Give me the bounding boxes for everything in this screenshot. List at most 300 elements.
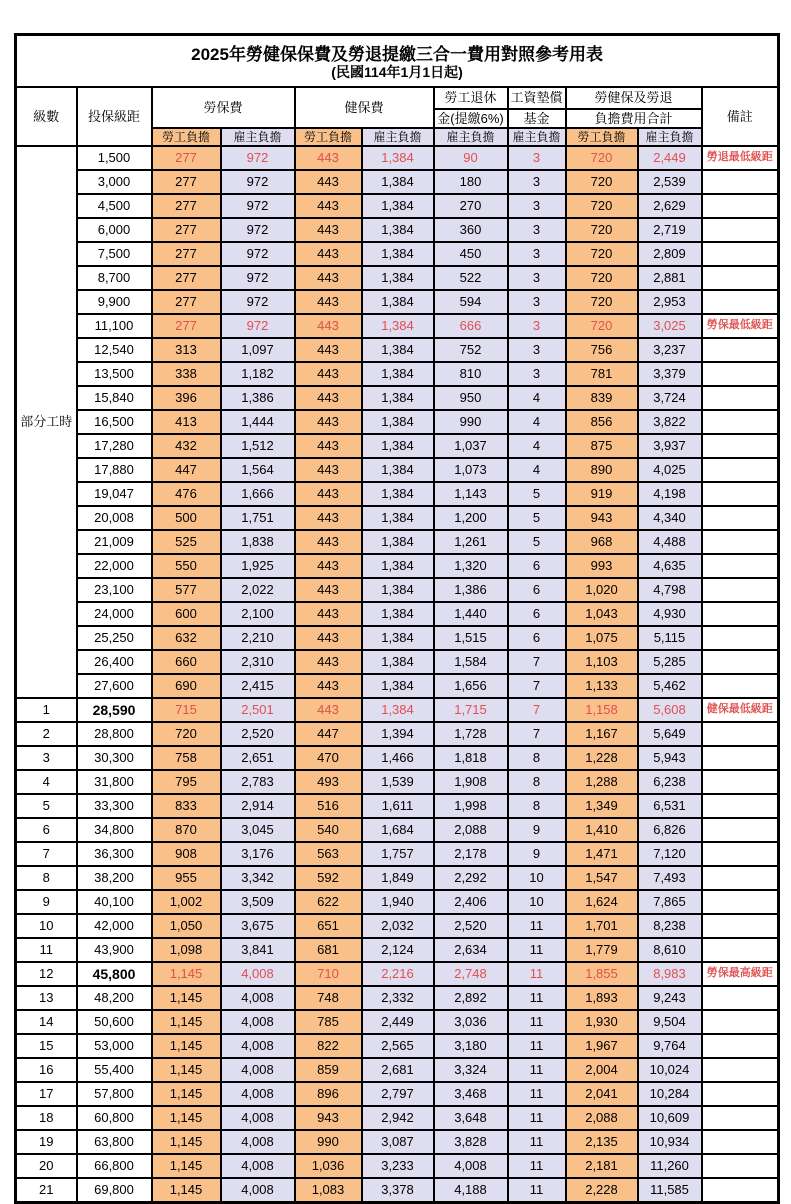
cell-labor-employer: 1,925 <box>221 554 295 578</box>
cell-remark <box>702 338 779 362</box>
cell-total-employer: 5,649 <box>638 722 702 746</box>
cell-bracket: 28,800 <box>77 722 152 746</box>
cell-total-employer: 2,449 <box>638 146 702 170</box>
table-body <box>16 146 779 1203</box>
cell-health-employer: 1,757 <box>362 842 434 866</box>
cell-pension-employer: 1,715 <box>434 698 508 722</box>
cell-remark <box>702 554 779 578</box>
cell-bracket: 19,047 <box>77 482 152 506</box>
cell-health-employee: 681 <box>295 938 362 962</box>
cell-fund-employer: 10 <box>508 866 566 890</box>
cell-total-employee: 993 <box>566 554 638 578</box>
cell-health-employer: 1,384 <box>362 578 434 602</box>
cell-fund-employer: 11 <box>508 962 566 986</box>
cell-health-employer: 1,384 <box>362 146 434 170</box>
cell-pension-employer: 4,188 <box>434 1178 508 1203</box>
cell-health-employer: 2,216 <box>362 962 434 986</box>
cell-labor-employee: 338 <box>152 362 221 386</box>
cell-remark <box>702 290 779 314</box>
table-row <box>16 962 779 986</box>
cell-total-employee: 1,103 <box>566 650 638 674</box>
cell-labor-employee: 1,145 <box>152 1082 221 1106</box>
cell-health-employee: 622 <box>295 890 362 914</box>
cell-bracket: 3,000 <box>77 170 152 194</box>
cell-health-employer: 2,332 <box>362 986 434 1010</box>
cell-bracket: 31,800 <box>77 770 152 794</box>
cell-total-employee: 756 <box>566 338 638 362</box>
cell-labor-employee: 432 <box>152 434 221 458</box>
cell-health-employee: 540 <box>295 818 362 842</box>
cell-health-employee: 443 <box>295 410 362 434</box>
cell-bracket: 17,280 <box>77 434 152 458</box>
cell-total-employer: 5,115 <box>638 626 702 650</box>
cell-total-employee: 2,041 <box>566 1082 638 1106</box>
cell-remark <box>702 1154 779 1178</box>
cell-health-employer: 3,087 <box>362 1130 434 1154</box>
cell-labor-employer: 4,008 <box>221 1010 295 1034</box>
cell-labor-employee: 1,145 <box>152 1034 221 1058</box>
cell-total-employer: 2,953 <box>638 290 702 314</box>
subheader-total-employer: 雇主負擔 <box>638 128 702 146</box>
cell-bracket: 57,800 <box>77 1082 152 1106</box>
cell-bracket: 4,500 <box>77 194 152 218</box>
cell-pension-employer: 3,468 <box>434 1082 508 1106</box>
cell-level: 19 <box>16 1130 77 1154</box>
cell-health-employee: 1,083 <box>295 1178 362 1203</box>
cell-total-employer: 10,934 <box>638 1130 702 1154</box>
cell-pension-employer: 3,180 <box>434 1034 508 1058</box>
cell-labor-employee: 500 <box>152 506 221 530</box>
cell-labor-employer: 2,022 <box>221 578 295 602</box>
cell-labor-employer: 972 <box>221 194 295 218</box>
cell-total-employer: 10,284 <box>638 1082 702 1106</box>
cell-pension-employer: 2,748 <box>434 962 508 986</box>
header-pension-line1: 勞工退休 <box>434 87 508 109</box>
cell-health-employee: 443 <box>295 482 362 506</box>
cell-labor-employer: 972 <box>221 146 295 170</box>
cell-level: 10 <box>16 914 77 938</box>
cell-pension-employer: 2,088 <box>434 818 508 842</box>
cell-total-employee: 1,624 <box>566 890 638 914</box>
cell-level: 20 <box>16 1154 77 1178</box>
table-row <box>16 578 779 602</box>
cell-fund-employer: 8 <box>508 794 566 818</box>
cell-labor-employer: 2,100 <box>221 602 295 626</box>
table-row <box>16 746 779 770</box>
cell-remark <box>702 1106 779 1130</box>
cell-pension-employer: 1,440 <box>434 602 508 626</box>
cell-labor-employer: 4,008 <box>221 986 295 1010</box>
cell-total-employee: 781 <box>566 362 638 386</box>
cell-health-employer: 1,539 <box>362 770 434 794</box>
cell-bracket: 24,000 <box>77 602 152 626</box>
cell-pension-employer: 950 <box>434 386 508 410</box>
cell-fund-employer: 5 <box>508 530 566 554</box>
cell-bracket: 38,200 <box>77 866 152 890</box>
cell-bracket: 21,009 <box>77 530 152 554</box>
cell-labor-employee: 833 <box>152 794 221 818</box>
table-row <box>16 866 779 890</box>
cell-total-employee: 1,349 <box>566 794 638 818</box>
subheader-labor-employee: 勞工負擔 <box>152 128 221 146</box>
cell-total-employer: 4,930 <box>638 602 702 626</box>
cell-total-employer: 3,379 <box>638 362 702 386</box>
cell-total-employer: 4,340 <box>638 506 702 530</box>
cell-health-employee: 748 <box>295 986 362 1010</box>
cell-pension-employer: 1,908 <box>434 770 508 794</box>
cell-fund-employer: 4 <box>508 386 566 410</box>
cell-health-employer: 1,384 <box>362 554 434 578</box>
header-wage-fund-line2: 基金 <box>508 109 566 128</box>
cell-total-employee: 720 <box>566 314 638 338</box>
cell-total-employer: 4,635 <box>638 554 702 578</box>
cell-health-employee: 822 <box>295 1034 362 1058</box>
table-row <box>16 554 779 578</box>
cell-remark <box>702 818 779 842</box>
page-subtitle: (民國114年1月1日起) <box>331 63 463 80</box>
cell-fund-employer: 11 <box>508 1034 566 1058</box>
table-row <box>16 338 779 362</box>
cell-level: 9 <box>16 890 77 914</box>
cell-fund-employer: 11 <box>508 1154 566 1178</box>
cell-health-employer: 1,384 <box>362 242 434 266</box>
cell-labor-employee: 277 <box>152 194 221 218</box>
cell-fund-employer: 6 <box>508 554 566 578</box>
cell-total-employer: 8,610 <box>638 938 702 962</box>
cell-fund-employer: 11 <box>508 1130 566 1154</box>
cell-remark <box>702 650 779 674</box>
cell-bracket: 40,100 <box>77 890 152 914</box>
cell-health-employer: 2,032 <box>362 914 434 938</box>
reference-table-sheet <box>14 33 780 1204</box>
cell-labor-employer: 972 <box>221 242 295 266</box>
cell-level: 14 <box>16 1010 77 1034</box>
cell-total-employee: 1,547 <box>566 866 638 890</box>
cell-bracket: 8,700 <box>77 266 152 290</box>
cell-labor-employee: 1,098 <box>152 938 221 962</box>
cell-total-employee: 890 <box>566 458 638 482</box>
cell-remark <box>702 914 779 938</box>
cell-health-employee: 443 <box>295 554 362 578</box>
cell-pension-employer: 4,008 <box>434 1154 508 1178</box>
cell-total-employer: 2,539 <box>638 170 702 194</box>
cell-remark <box>702 506 779 530</box>
cell-total-employee: 1,158 <box>566 698 638 722</box>
cell-health-employee: 443 <box>295 146 362 170</box>
cell-labor-employee: 550 <box>152 554 221 578</box>
cell-labor-employer: 4,008 <box>221 1178 295 1203</box>
cell-total-employee: 1,779 <box>566 938 638 962</box>
cell-labor-employer: 3,342 <box>221 866 295 890</box>
cell-pension-employer: 360 <box>434 218 508 242</box>
cell-labor-employer: 1,182 <box>221 362 295 386</box>
cell-labor-employee: 795 <box>152 770 221 794</box>
cell-health-employee: 516 <box>295 794 362 818</box>
cell-total-employer: 3,237 <box>638 338 702 362</box>
cell-total-employer: 10,024 <box>638 1058 702 1082</box>
table-row <box>16 314 779 338</box>
cell-bracket: 28,590 <box>77 698 152 722</box>
subheader-health-employer: 雇主負擔 <box>362 128 434 146</box>
table-row <box>16 698 779 722</box>
cell-remark <box>702 890 779 914</box>
cell-health-employer: 1,611 <box>362 794 434 818</box>
header-total-line1: 勞健保及勞退 <box>566 87 702 109</box>
cell-bracket: 48,200 <box>77 986 152 1010</box>
cell-bracket: 43,900 <box>77 938 152 962</box>
cell-level: 15 <box>16 1034 77 1058</box>
part-time-group-cell: 部分工時 <box>16 146 77 698</box>
cell-pension-employer: 1,515 <box>434 626 508 650</box>
cell-pension-employer: 1,261 <box>434 530 508 554</box>
cell-pension-employer: 1,143 <box>434 482 508 506</box>
cell-bracket: 63,800 <box>77 1130 152 1154</box>
cell-total-employee: 1,075 <box>566 626 638 650</box>
table-row <box>16 218 779 242</box>
cell-fund-employer: 7 <box>508 650 566 674</box>
cell-total-employer: 8,238 <box>638 914 702 938</box>
cell-labor-employee: 277 <box>152 314 221 338</box>
cell-total-employee: 1,133 <box>566 674 638 698</box>
cell-pension-employer: 450 <box>434 242 508 266</box>
cell-health-employer: 1,384 <box>362 218 434 242</box>
cell-health-employer: 1,684 <box>362 818 434 842</box>
cell-health-employer: 1,384 <box>362 650 434 674</box>
cell-bracket: 42,000 <box>77 914 152 938</box>
cell-labor-employee: 1,145 <box>152 1130 221 1154</box>
cell-health-employer: 2,124 <box>362 938 434 962</box>
cell-fund-employer: 11 <box>508 1082 566 1106</box>
cell-health-employer: 1,384 <box>362 674 434 698</box>
cell-bracket: 53,000 <box>77 1034 152 1058</box>
cell-pension-employer: 270 <box>434 194 508 218</box>
cell-health-employee: 785 <box>295 1010 362 1034</box>
cell-level: 21 <box>16 1178 77 1203</box>
cell-labor-employer: 1,097 <box>221 338 295 362</box>
cell-labor-employee: 690 <box>152 674 221 698</box>
table-row <box>16 770 779 794</box>
cell-remark <box>702 986 779 1010</box>
cell-total-employee: 1,020 <box>566 578 638 602</box>
cell-labor-employee: 908 <box>152 842 221 866</box>
cell-bracket: 16,500 <box>77 410 152 434</box>
cell-remark <box>702 674 779 698</box>
cell-labor-employee: 1,145 <box>152 1154 221 1178</box>
cell-labor-employee: 476 <box>152 482 221 506</box>
cell-bracket: 20,008 <box>77 506 152 530</box>
cell-pension-employer: 180 <box>434 170 508 194</box>
cell-labor-employer: 2,520 <box>221 722 295 746</box>
cell-labor-employer: 972 <box>221 170 295 194</box>
table-row <box>16 1034 779 1058</box>
cell-remark <box>702 482 779 506</box>
cell-fund-employer: 6 <box>508 626 566 650</box>
cell-health-employer: 3,378 <box>362 1178 434 1203</box>
cell-level: 11 <box>16 938 77 962</box>
cell-remark <box>702 1058 779 1082</box>
cell-health-employer: 1,849 <box>362 866 434 890</box>
cell-labor-employer: 1,386 <box>221 386 295 410</box>
table-row <box>16 938 779 962</box>
cell-remark <box>702 530 779 554</box>
table-row <box>16 434 779 458</box>
cell-health-employee: 943 <box>295 1106 362 1130</box>
cell-bracket: 7,500 <box>77 242 152 266</box>
cell-fund-employer: 11 <box>508 938 566 962</box>
cell-health-employee: 443 <box>295 218 362 242</box>
cell-bracket: 66,800 <box>77 1154 152 1178</box>
cell-fund-employer: 3 <box>508 266 566 290</box>
cell-labor-employer: 2,914 <box>221 794 295 818</box>
cell-health-employee: 443 <box>295 290 362 314</box>
cell-total-employer: 6,238 <box>638 770 702 794</box>
header-health-insurance: 健保費 <box>295 87 434 128</box>
cell-labor-employer: 4,008 <box>221 962 295 986</box>
cell-total-employee: 2,135 <box>566 1130 638 1154</box>
cell-pension-employer: 3,828 <box>434 1130 508 1154</box>
cell-pension-employer: 1,320 <box>434 554 508 578</box>
cell-labor-employer: 1,444 <box>221 410 295 434</box>
cell-total-employer: 6,826 <box>638 818 702 842</box>
cell-health-employer: 1,384 <box>362 482 434 506</box>
cell-remark <box>702 626 779 650</box>
cell-remark <box>702 458 779 482</box>
cell-level: 17 <box>16 1082 77 1106</box>
cell-total-employer: 2,881 <box>638 266 702 290</box>
cell-total-employee: 968 <box>566 530 638 554</box>
table-row <box>16 1154 779 1178</box>
cell-labor-employer: 2,651 <box>221 746 295 770</box>
table-row <box>16 626 779 650</box>
cell-total-employer: 7,120 <box>638 842 702 866</box>
cell-level: 16 <box>16 1058 77 1082</box>
cell-pension-employer: 1,656 <box>434 674 508 698</box>
cell-remark <box>702 434 779 458</box>
cell-labor-employer: 2,783 <box>221 770 295 794</box>
table-row <box>16 1178 779 1203</box>
cell-health-employee: 563 <box>295 842 362 866</box>
cell-labor-employee: 720 <box>152 722 221 746</box>
cell-health-employee: 896 <box>295 1082 362 1106</box>
cell-total-employee: 720 <box>566 146 638 170</box>
cell-total-employer: 9,764 <box>638 1034 702 1058</box>
cell-level: 1 <box>16 698 77 722</box>
cell-health-employee: 443 <box>295 458 362 482</box>
cell-labor-employer: 3,176 <box>221 842 295 866</box>
cell-fund-employer: 4 <box>508 410 566 434</box>
cell-total-employer: 11,260 <box>638 1154 702 1178</box>
cell-total-employer: 5,608 <box>638 698 702 722</box>
cell-fund-employer: 5 <box>508 482 566 506</box>
cell-health-employee: 443 <box>295 338 362 362</box>
fee-reference-table <box>14 33 780 1204</box>
cell-remark <box>702 1130 779 1154</box>
table-row <box>16 506 779 530</box>
cell-bracket: 1,500 <box>77 146 152 170</box>
cell-bracket: 50,600 <box>77 1010 152 1034</box>
cell-total-employee: 856 <box>566 410 638 434</box>
cell-health-employer: 2,942 <box>362 1106 434 1130</box>
cell-remark <box>702 362 779 386</box>
cell-level: 3 <box>16 746 77 770</box>
cell-health-employer: 3,233 <box>362 1154 434 1178</box>
cell-total-employee: 1,228 <box>566 746 638 770</box>
header-total-line2: 負擔費用合計 <box>566 109 702 128</box>
cell-bracket: 23,100 <box>77 578 152 602</box>
cell-fund-employer: 7 <box>508 722 566 746</box>
cell-bracket: 6,000 <box>77 218 152 242</box>
cell-health-employer: 2,449 <box>362 1010 434 1034</box>
cell-health-employer: 1,940 <box>362 890 434 914</box>
table-row <box>16 914 779 938</box>
cell-total-employee: 1,701 <box>566 914 638 938</box>
cell-labor-employer: 3,675 <box>221 914 295 938</box>
title-row <box>16 35 779 88</box>
cell-pension-employer: 1,584 <box>434 650 508 674</box>
cell-pension-employer: 752 <box>434 338 508 362</box>
cell-health-employee: 470 <box>295 746 362 770</box>
cell-labor-employee: 758 <box>152 746 221 770</box>
cell-health-employer: 1,394 <box>362 722 434 746</box>
cell-health-employer: 1,384 <box>362 458 434 482</box>
cell-total-employee: 2,181 <box>566 1154 638 1178</box>
cell-labor-employee: 632 <box>152 626 221 650</box>
page-title: 2025年勞健保保費及勞退提繳三合一費用對照參考用表 <box>191 44 603 64</box>
cell-health-employee: 443 <box>295 242 362 266</box>
cell-remark <box>702 242 779 266</box>
cell-fund-employer: 3 <box>508 314 566 338</box>
cell-total-employer: 5,285 <box>638 650 702 674</box>
cell-health-employee: 443 <box>295 314 362 338</box>
cell-pension-employer: 1,386 <box>434 578 508 602</box>
cell-health-employer: 1,384 <box>362 626 434 650</box>
cell-total-employer: 9,504 <box>638 1010 702 1034</box>
cell-labor-employer: 4,008 <box>221 1082 295 1106</box>
cell-health-employee: 592 <box>295 866 362 890</box>
cell-labor-employee: 715 <box>152 698 221 722</box>
table-row <box>16 290 779 314</box>
cell-labor-employee: 1,145 <box>152 1106 221 1130</box>
cell-bracket: 30,300 <box>77 746 152 770</box>
cell-labor-employer: 972 <box>221 290 295 314</box>
cell-pension-employer: 1,200 <box>434 506 508 530</box>
cell-labor-employer: 3,841 <box>221 938 295 962</box>
cell-total-employer: 2,629 <box>638 194 702 218</box>
cell-health-employee: 443 <box>295 434 362 458</box>
cell-remark <box>702 266 779 290</box>
cell-labor-employer: 4,008 <box>221 1058 295 1082</box>
cell-level: 8 <box>16 866 77 890</box>
cell-health-employer: 1,384 <box>362 434 434 458</box>
cell-remark <box>702 1010 779 1034</box>
cell-health-employee: 1,036 <box>295 1154 362 1178</box>
cell-fund-employer: 3 <box>508 170 566 194</box>
subheader-health-employee: 勞工負擔 <box>295 128 362 146</box>
cell-total-employee: 720 <box>566 218 638 242</box>
cell-total-employee: 720 <box>566 266 638 290</box>
cell-total-employee: 943 <box>566 506 638 530</box>
cell-bracket: 69,800 <box>77 1178 152 1203</box>
cell-health-employer: 2,681 <box>362 1058 434 1082</box>
cell-labor-employee: 660 <box>152 650 221 674</box>
cell-bracket: 26,400 <box>77 650 152 674</box>
cell-pension-employer: 3,648 <box>434 1106 508 1130</box>
cell-pension-employer: 3,324 <box>434 1058 508 1082</box>
cell-total-employer: 6,531 <box>638 794 702 818</box>
table-row <box>16 482 779 506</box>
cell-labor-employer: 4,008 <box>221 1106 295 1130</box>
cell-total-employee: 1,930 <box>566 1010 638 1034</box>
